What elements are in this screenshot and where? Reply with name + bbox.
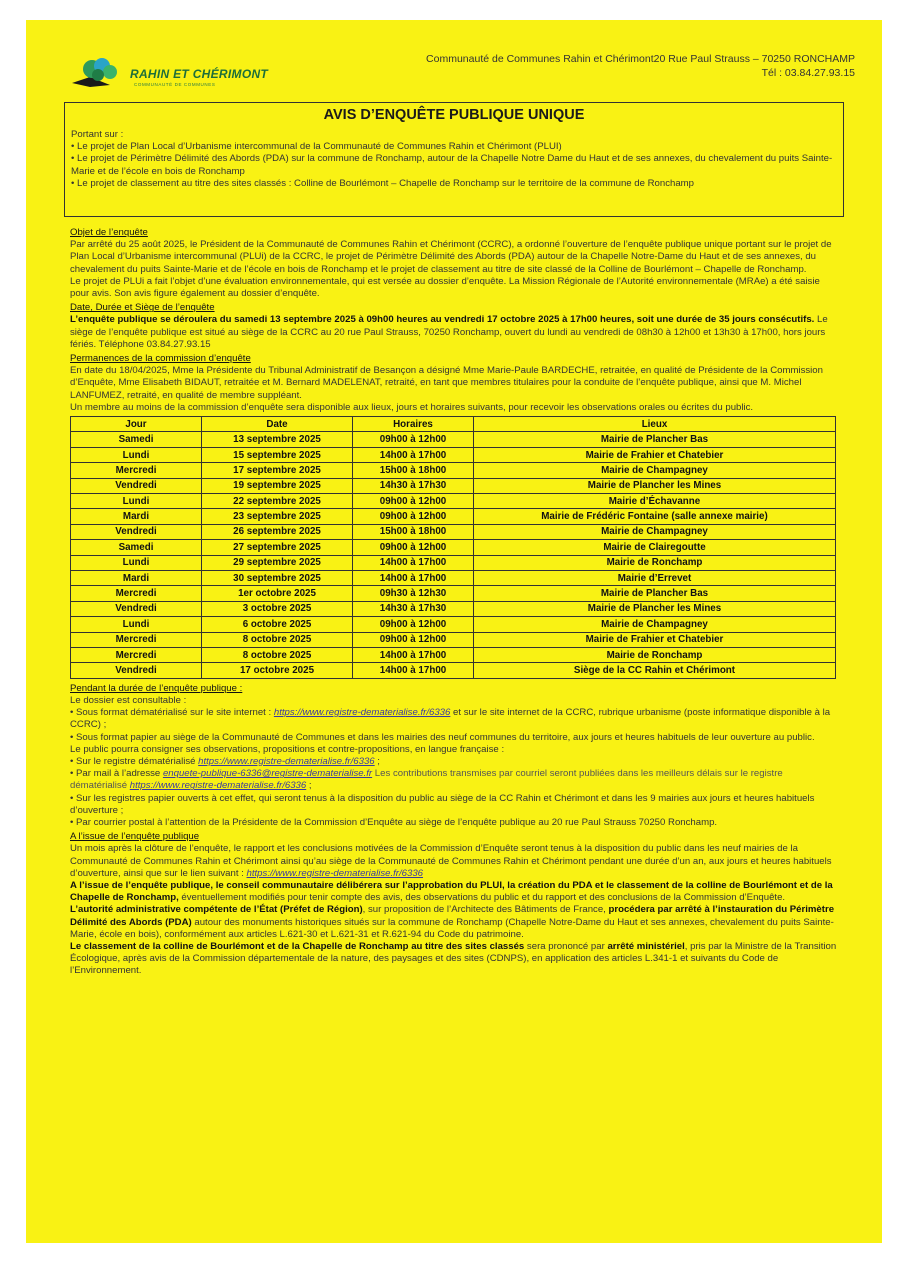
cell-jour: Mercredi xyxy=(71,647,202,662)
logo xyxy=(70,57,269,93)
table-row xyxy=(71,478,836,493)
cell-horaires: 09h00 à 12h00 xyxy=(353,432,474,447)
pendant-text: • Sous format dématérialisé sur le site internet : xyxy=(70,707,274,719)
pendant-line xyxy=(70,707,840,731)
cell-date: 8 octobre 2025 xyxy=(202,632,353,647)
cell-jour: Mercredi xyxy=(71,632,202,647)
pendant-text: • Par mail à l’adresse xyxy=(70,768,163,780)
issue-bold-text: A l’issue de l’enquête publique, le conseil communautaire délibérera sur l’approbation du PLUI, la création du PDA et le classement de la colline de Bourlémont et de la Chapelle de Ronchamp, xyxy=(70,879,833,904)
cell-date: 26 septembre 2025 xyxy=(202,524,353,539)
logo-subtitle: COMMUNAUTÉ DE COMMUNES xyxy=(134,82,216,87)
cell-jour: Vendredi xyxy=(71,663,202,678)
col-header-lieux: Lieux xyxy=(474,417,836,432)
registre-link[interactable]: https://www.registre-dematerialise.fr/6336 xyxy=(273,707,451,719)
cell-lieux: Mairie de Frédéric Fontaine (salle annexe mairie) xyxy=(474,509,836,524)
cell-date: 15 septembre 2025 xyxy=(202,447,353,462)
issue-bold-text: arrêté ministériel xyxy=(607,940,685,952)
cell-jour: Mercredi xyxy=(71,463,202,478)
cell-horaires: 14h00 à 17h00 xyxy=(353,555,474,570)
cell-jour: Vendredi xyxy=(71,524,202,539)
box-item: • Le projet de classement au titre des sites classés : Colline de Bourlémont – Chapelle de Ronchamp sur le territoire de la commune de Ronchamp xyxy=(71,177,695,189)
objet-paragraph: Le projet de PLUi a fait l’objet d’une évaluation environnementale, qui est versée au dossier d’enquête. La Mission Régionale de l’Autorité environnementale (MRAe) a été saisie pour avis. Son avis figure également au dossier d’enquête. xyxy=(70,275,820,300)
cell-lieux: Mairie de Ronchamp xyxy=(474,647,836,662)
cell-lieux: Mairie de Plancher les Mines xyxy=(474,601,836,616)
pendant-line: • Sur les registres papier ouverts à cet effet, qui seront tenus à la disposition du public au siège de la CC Rahin et Chérimont et dans les 9 mairies aux jours et heures habituels d’ouverture ; xyxy=(70,792,815,816)
cell-date: 27 septembre 2025 xyxy=(202,540,353,555)
box-item: • Le projet de Périmètre Délimité des Abords (PDA) sur la commune de Ronchamp, autour de la Chapelle Notre Dame du Haut et de ses annexes, du chevalement du puits Sainte-Marie et de l’école en bois de Ronchamp xyxy=(71,153,833,177)
registre-link[interactable]: https://www.registre-dematerialise.fr/6336 xyxy=(129,780,307,792)
cell-jour: Lundi xyxy=(71,617,202,632)
table-row xyxy=(71,463,836,478)
notice-body xyxy=(70,225,840,978)
col-header-date: Date xyxy=(202,417,353,432)
cell-horaires: 14h00 à 17h00 xyxy=(353,647,474,662)
cell-lieux: Mairie de Champagney xyxy=(474,617,836,632)
email-link[interactable]: enquete-publique-6336@registre-dematerialise.fr xyxy=(162,768,373,780)
table-row xyxy=(71,601,836,616)
cell-lieux: Mairie de Champagney xyxy=(474,463,836,478)
cell-lieux: Mairie de Frahier et Chatebier xyxy=(474,447,836,462)
cell-horaires: 15h00 à 18h00 xyxy=(353,463,474,478)
cell-date: 23 septembre 2025 xyxy=(202,509,353,524)
cell-date: 30 septembre 2025 xyxy=(202,570,353,585)
issue-bold-text: L’autorité administrative compétente de l’État (Préfet de Région) xyxy=(70,904,363,916)
date-bold-text: L’enquête publique se déroulera du samedi 13 septembre 2025 à 09h00 heures au vendredi 17 octobre 2025 à 17h00 heures, soit une durée de 35 jours consécutifs. xyxy=(70,314,815,326)
cell-jour: Samedi xyxy=(71,540,202,555)
cell-jour: Lundi xyxy=(71,494,202,509)
col-header-jour: Jour xyxy=(71,417,202,432)
cell-horaires: 14h30 à 17h30 xyxy=(353,601,474,616)
registre-link[interactable]: https://www.registre-dematerialise.fr/6336 xyxy=(246,867,424,879)
section-heading-objet: Objet de l’enquête xyxy=(70,227,148,238)
section-heading-date: Date, Durée et Siège de l’enquête xyxy=(70,302,215,314)
pendant-line xyxy=(70,756,840,768)
cell-horaires: 09h00 à 12h00 xyxy=(353,494,474,509)
date-paragraph xyxy=(70,314,840,351)
cell-lieux: Mairie de Ronchamp xyxy=(474,555,836,570)
pendant-line: • Sous format papier au siège de la Communauté de Communes et dans les mairies des neuf communes du territoire, aux jours et heures habituels de leur ouverture au public. xyxy=(70,731,815,743)
tree-logo-icon xyxy=(70,57,130,93)
pendant-line xyxy=(70,768,840,792)
table-row xyxy=(71,540,836,555)
cell-horaires: 14h30 à 17h30 xyxy=(353,478,474,493)
table-row xyxy=(71,647,836,662)
pendant-line: Le dossier est consultable : xyxy=(70,694,187,706)
cell-date: 17 septembre 2025 xyxy=(202,463,353,478)
issue-text: Un mois après la clôture de l’enquête, le rapport et les conclusions motivées de la Commission d’Enquête seront tenus à la disposition du public dans les neuf mairies de la Communauté de Communes Rahin et Chérimont ainsi qu’au siège de la Communauté de Communes Rahin et Chérimont pendant une durée d’un an, aux jours et heures habituels d’ouverture, ainsi que sur le lien suivant : xyxy=(70,843,832,879)
cell-jour: Mardi xyxy=(71,570,202,585)
cell-horaires: 14h00 à 17h00 xyxy=(353,447,474,462)
cell-jour: Mercredi xyxy=(71,586,202,601)
header-address: Communauté de Communes Rahin et Chérimont20 Rue Paul Strauss – 70250 RONCHAMP xyxy=(426,53,855,65)
table-row xyxy=(71,432,836,447)
table-row xyxy=(71,663,836,678)
pendant-text: ; xyxy=(374,755,380,767)
cell-date: 3 octobre 2025 xyxy=(202,601,353,616)
cell-lieux: Mairie de Frahier et Chatebier xyxy=(474,632,836,647)
issue-text: , pris par la Ministre de la Transition Écologique, après avis de la Commission départementale de la nature, des paysages et des sites (CDNPS), en application des articles L.341-1 et suivants du Code de l’Environnement. xyxy=(70,940,837,977)
section-heading-permanences: Permanences de la commission d’enquête xyxy=(70,353,251,365)
cell-horaires: 15h00 à 18h00 xyxy=(353,524,474,539)
cell-date: 1er octobre 2025 xyxy=(202,586,353,601)
table-row xyxy=(71,509,836,524)
issue-bold-text: Le classement de la colline de Bourlémont et de la Chapelle de Ronchamp au titre des sites classés xyxy=(70,940,525,952)
issue-text: autour des monuments historiques situés sur la commune de Ronchamp (Chapelle Notre-Dame du Haut et ses annexes, chevalement du puits Sainte-Marie, école en bois), conformément aux articles L.621-30 et L.621-31 et R.621-94 du Code du patrimoine. xyxy=(70,916,834,940)
pendant-text: Les contributions transmises par courriel seront publiées dans les meilleurs délais sur le registre dématérialisé xyxy=(70,768,783,792)
box-intro: Portant sur : xyxy=(71,129,124,140)
cell-date: 6 octobre 2025 xyxy=(202,617,353,632)
cell-lieux: Mairie de Champagney xyxy=(474,524,836,539)
cell-horaires: 09h00 à 12h00 xyxy=(353,540,474,555)
box-item: • Le projet de Plan Local d’Urbanisme intercommunal de la Communauté de Communes Rahin et Chérimont (PLUI) xyxy=(71,141,562,153)
issue-paragraph xyxy=(70,941,840,978)
cell-jour: Samedi xyxy=(71,432,202,447)
cell-date: 8 octobre 2025 xyxy=(202,647,353,662)
cell-date: 19 septembre 2025 xyxy=(202,478,353,493)
table-row xyxy=(71,632,836,647)
pendant-line: Le public pourra consigner ses observations, propositions et contre-propositions, en langue française : xyxy=(70,743,505,755)
cell-jour: Vendredi xyxy=(71,478,202,493)
table-row xyxy=(71,494,836,509)
cell-horaires: 09h30 à 12h30 xyxy=(353,586,474,601)
logo-name: RAHIN ET CHÉRIMONT xyxy=(130,67,269,81)
table-row xyxy=(71,586,836,601)
section-heading-pendant: Pendant la durée de l’enquête publique : xyxy=(70,682,243,694)
cell-horaires: 09h00 à 12h00 xyxy=(353,509,474,524)
cell-lieux: Mairie de Clairegoutte xyxy=(474,540,836,555)
table-header-row xyxy=(71,417,836,432)
cell-lieux: Mairie d’Échavanne xyxy=(474,494,836,509)
table-body xyxy=(71,432,836,678)
cell-lieux: Mairie de Plancher Bas xyxy=(474,586,836,601)
issue-text: éventuellement modifiés pour tenir compte des avis, des observations du public et du rapport et des conclusions de la Commission d’Enquête. xyxy=(178,892,786,904)
cell-lieux: Siège de la CC Rahin et Chérimont xyxy=(474,663,836,678)
cell-jour: Lundi xyxy=(71,447,202,462)
pendant-text: et sur le site internet de la CCRC, rubrique urbanisme (poste informatique disponible à la CCRC) ; xyxy=(70,707,831,731)
cell-lieux: Mairie de Plancher Bas xyxy=(474,432,836,447)
title-box xyxy=(64,102,844,217)
issue-paragraph xyxy=(70,880,840,904)
header-phone: Tél : 03.84.27.93.15 xyxy=(761,67,855,79)
pendant-line: • Par courrier postal à l’attention de la Présidente de la Commission d’Enquête au siège de l’enquête publique au 20 rue Paul Strauss 70250 Ronchamp. xyxy=(70,816,718,828)
cell-jour: Vendredi xyxy=(71,601,202,616)
cell-lieux: Mairie d’Errevet xyxy=(474,570,836,585)
cell-horaires: 14h00 à 17h00 xyxy=(353,570,474,585)
permanences-paragraph: Un membre au moins de la commission d’enquête sera disponible aux lieux, jours et horaires suivants, pour recevoir les observations orales ou écrites du public. xyxy=(70,401,754,413)
table-row xyxy=(71,447,836,462)
cell-horaires: 09h00 à 12h00 xyxy=(353,632,474,647)
cell-lieux: Mairie de Plancher les Mines xyxy=(474,478,836,493)
table-row xyxy=(71,555,836,570)
issue-text: , sur proposition de l’Architecte des Bâtiments de France, xyxy=(362,904,609,916)
cell-horaires: 14h00 à 17h00 xyxy=(353,663,474,678)
permanences-paragraph: En date du 18/04/2025, Mme la Présidente du Tribunal Administratif de Besançon a désigné Mme Marie-Paule BARDECHE, retraitée, en qualité de Présidente de la Commission d’Enquête, Mme Elisabeth BIDAUT, retraitée et M. Bernard MADELENAT, retraité, en tant que membres titulaires pour la conduite de l’enquête publique, ainsi que M. Michel LANFUMEZ, retraité, en qualité de membre suppléant. xyxy=(70,365,823,401)
cell-jour: Mardi xyxy=(71,509,202,524)
cell-date: 17 octobre 2025 xyxy=(202,663,353,678)
date-text: Le siège de l’enquête publique est situé au siège de la CCRC au 20 rue Paul Strauss, 70250 Ronchamp, ouvert du lundi au vendredi de 08h30 à 12h00 et 13h30 à 17h00, hors jours fériés. Téléphone 03.84.27.93.15 xyxy=(70,314,828,350)
issue-paragraph xyxy=(70,843,840,880)
cell-date: 29 septembre 2025 xyxy=(202,555,353,570)
cell-date: 13 septembre 2025 xyxy=(202,432,353,447)
table-row xyxy=(71,617,836,632)
notice-title: AVIS D’ENQUÊTE PUBLIQUE UNIQUE xyxy=(323,107,585,123)
section-heading-issue: A l’issue de l’enquête publique xyxy=(70,831,200,843)
pendant-text: • Sur le registre dématérialisé xyxy=(70,755,199,767)
objet-paragraph: Par arrêté du 25 août 2025, le Président de la Communauté de Communes Rahin et Chérimont (CCRC), a ordonné l’ouverture de l’enquête publique unique portant sur le projet de Plan Local d’Urbanisme intercommunal (PLUi) de la CCRC, le projet de Périmètre Délimité des Abords (PDA) autour de la Chapelle Notre-Dame du Haut et de ses annexes, du chevalement du puits Sainte-Marie et de l’école en bois de Ronchamp et le projet de classement au titre de site classé de la Colline de Bourlémont – Chapelle de Ronchamp. xyxy=(70,239,832,275)
issue-text: sera prononcé par xyxy=(524,940,608,952)
cell-horaires: 09h00 à 12h00 xyxy=(353,617,474,632)
table-row xyxy=(71,570,836,585)
table-row xyxy=(71,524,836,539)
issue-paragraph xyxy=(70,904,840,941)
pendant-text: ; xyxy=(306,780,312,792)
issue-bold-text: procédera par arrêté à l’instauration du Périmètre Délimité des Abords (PDA) xyxy=(70,904,835,928)
registre-link[interactable]: https://www.registre-dematerialise.fr/6336 xyxy=(198,755,375,767)
cell-date: 22 septembre 2025 xyxy=(202,494,353,509)
permanences-table xyxy=(70,416,836,679)
cell-jour: Lundi xyxy=(71,555,202,570)
col-header-horaires: Horaires xyxy=(353,417,474,432)
